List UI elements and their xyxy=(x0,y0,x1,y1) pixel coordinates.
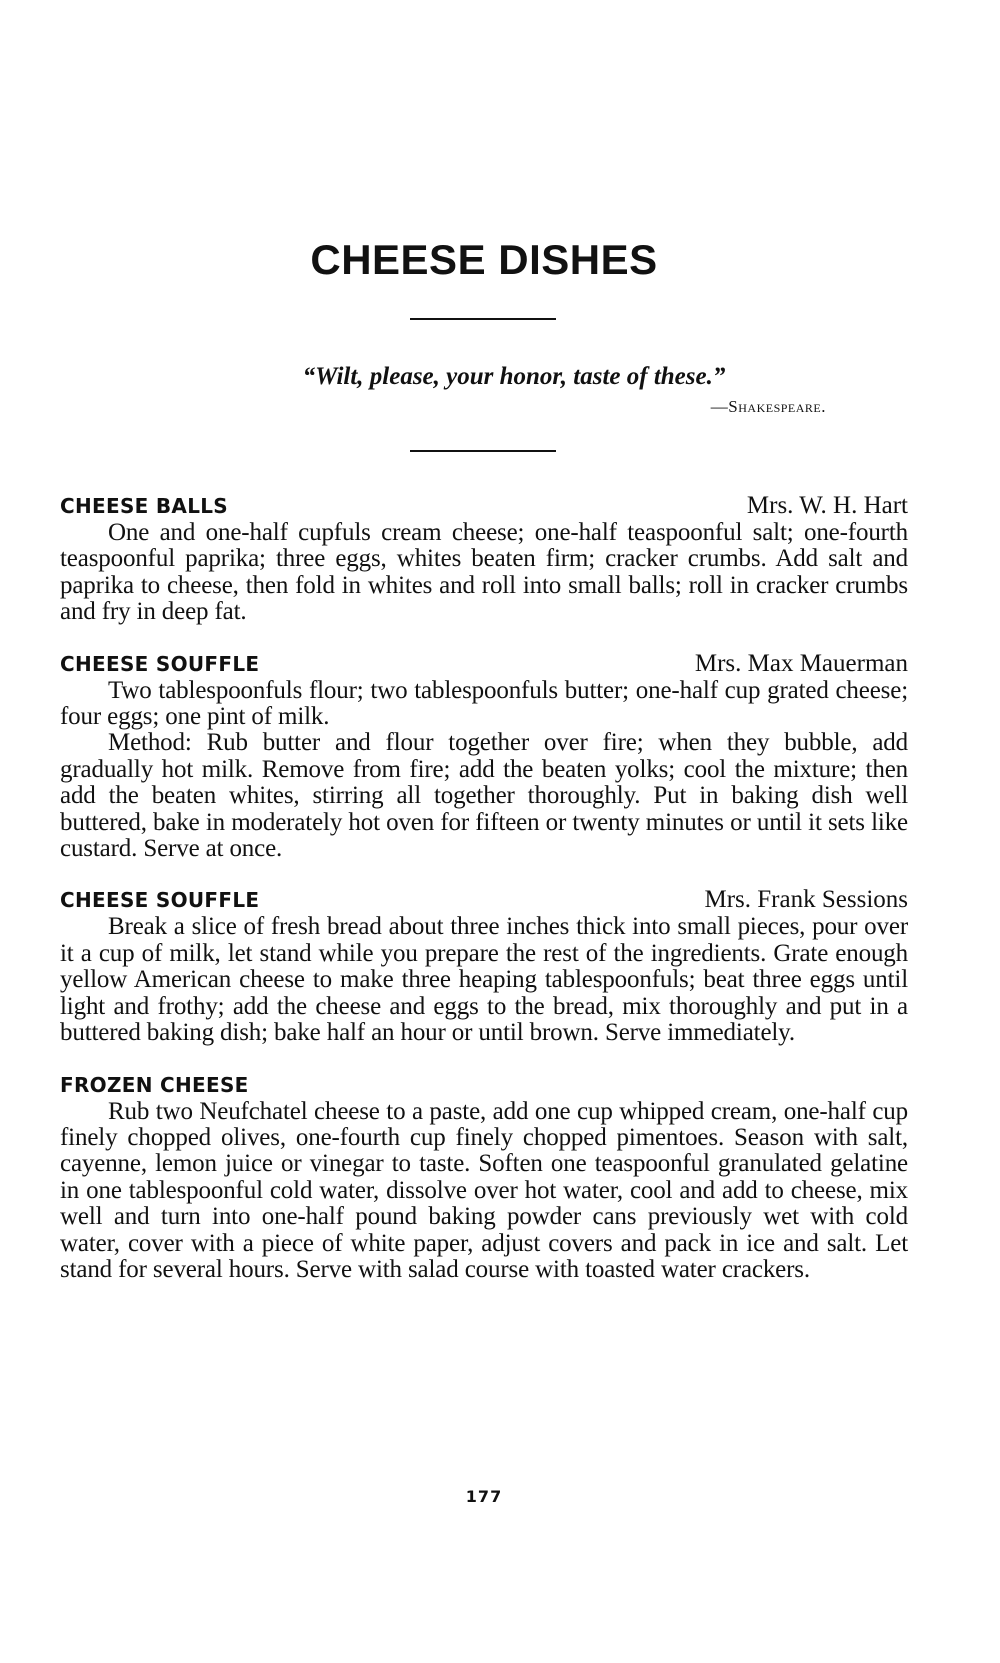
epigraph-attribution: —Shakespeare. xyxy=(710,397,826,416)
chapter-title: CHEESE DISHES xyxy=(310,236,658,283)
page-number: 177 xyxy=(465,1487,503,1506)
recipe-cheese-souffle-mauerman xyxy=(60,650,908,863)
recipe-paragraph: Rub two Neufchatel cheese to a paste, add one cup whipped cream, one-half cup finely chopped olives, one-fourth cup finely chopped pimentoes. Season with salt, cayenne, lemon juice or vinegar to taste. Soften one teaspoonful granulated gelatine in one tablespoonful cold water, dissolve over hot water, cool and add to cheese, mix well and turn into one-half pound baking powder cans previously wet with cold water, cover with a piece of white paper, adjust covers and pack in ice and salt. Let stand for several hours. Serve with salad course with toasted water crackers. xyxy=(60,1097,908,1283)
recipe-author: Mrs. W. H. Hart xyxy=(746,492,908,519)
recipe-author: Mrs. Max Mauerman xyxy=(694,649,908,677)
recipe-title: FROZEN CHEESE xyxy=(60,1072,249,1097)
epigraph xyxy=(60,363,908,417)
recipe-header xyxy=(60,650,908,678)
divider-rule-top xyxy=(410,318,556,320)
recipe-list xyxy=(60,492,908,1307)
recipe-paragraph: Break a slice of fresh bread about three inches thick into small pieces, pour over it a cup of milk, let stand while you prepare the rest of the ingredients. Grate enough yellow American cheese to make three heaping tablespoonfuls; beat three eggs until light and frothy; add the cheese and eggs to the bread, mix thoroughly and put in a buttered baking dish; bake half an hour or until brown. Serve immediately. xyxy=(60,913,908,1047)
recipe-author: Mrs. Frank Sessions xyxy=(704,886,908,914)
recipe-header xyxy=(60,492,908,520)
recipe-paragraph: Two tablespoonfuls flour; two tablespoonfuls butter; one-half cup grated cheese; four eggs; one pint of milk. xyxy=(60,676,908,731)
recipe-paragraph: Method: Rub butter and flour together over fire; when they bubble, add gradually hot milk. Remove from fire; add the beaten yolks; cool the mixture; then add the beaten whites, stirring all together thoroughly. Put in baking dish well buttered, bake in moderately hot oven for fifteen or twenty minutes or until it sets like custard. Serve at once. xyxy=(60,729,908,863)
book-page xyxy=(60,0,908,1663)
recipe-header xyxy=(60,1071,908,1099)
recipe-title: CHEESE BALLS xyxy=(60,494,228,518)
divider-rule-bottom xyxy=(410,450,556,452)
recipe-title: CHEESE SOUFFLE xyxy=(60,651,260,676)
recipe-frozen-cheese xyxy=(60,1071,908,1284)
epigraph-quote: “Wilt, please, your honor, taste of these.” xyxy=(302,363,726,390)
recipe-title: CHEESE SOUFFLE xyxy=(60,888,260,913)
recipe-paragraph: One and one-half cupfuls cream cheese; one-half teaspoonful salt; one-fourth teaspoonful paprika; three eggs, whites beaten firm; cracker crumbs. Add salt and paprika to cheese, then fold in whites and roll into small balls; roll in cracker crumbs and fry in deep fat. xyxy=(60,519,908,626)
recipe-cheese-souffle-sessions xyxy=(60,886,908,1046)
recipe-cheese-balls xyxy=(60,492,908,626)
recipe-header xyxy=(60,886,908,914)
